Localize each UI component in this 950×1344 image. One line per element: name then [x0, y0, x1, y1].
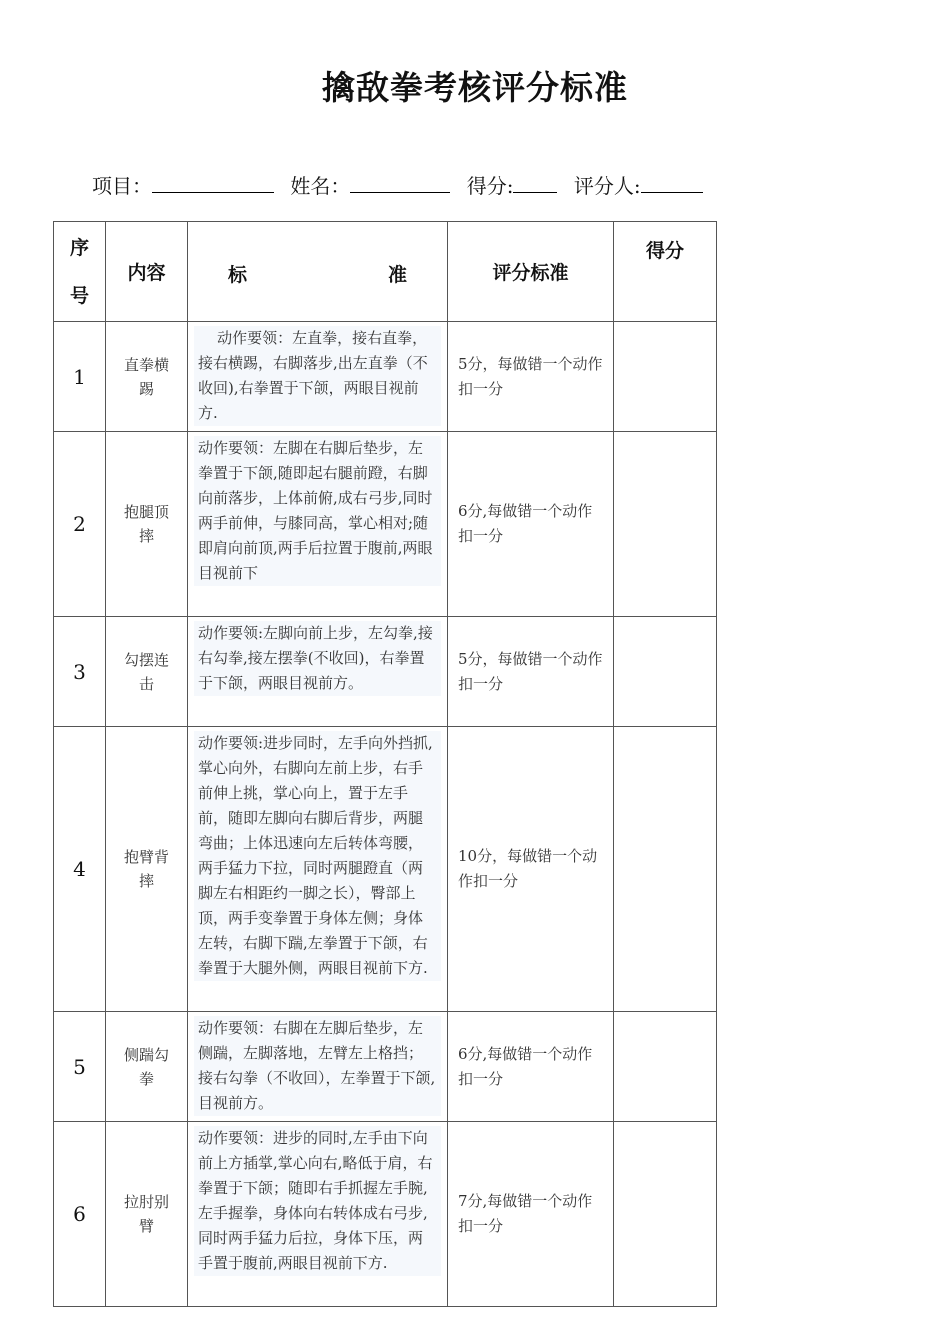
- table-row: [54, 727, 717, 1012]
- score-label: 得分:: [466, 174, 514, 198]
- row-score-cell[interactable]: [614, 432, 717, 617]
- row-number: 6: [54, 1122, 106, 1307]
- header-seq-bottom: 号: [69, 284, 89, 307]
- row-standard-text: 动作要领:进步同时，左手向外挡抓,掌心向外，右脚向左前上步，右手前伸上挑，掌心向上，置于左手前，随即左脚向右脚后背步，两腿弯曲；上体迅速向左后转体弯腰，两手猛力下拉，同时两腿蹬直（两脚左右相距约一脚之长），臀部上顶，两手变拳置于身体左侧；身体左转，右脚下踹,左拳置于下颌，右拳置于大腿外侧，两眼目视前下方.: [194, 731, 441, 981]
- table-row: [54, 322, 717, 432]
- table-row: [54, 1122, 717, 1307]
- row-standard: [188, 322, 448, 432]
- header-criteria: 评分标准: [448, 222, 614, 322]
- row-criteria: 10分，每做错一个动作扣一分: [448, 727, 614, 1012]
- header-standard-right: 准: [387, 264, 407, 286]
- name-label: 姓名：: [290, 174, 351, 198]
- row-standard-text: 动作要领:左脚向前上步，左勾拳,接右勾拳,接左摆拳(不收回)，右拳置于下颌，两眼目视前方。: [194, 621, 441, 696]
- row-criteria: 7分,每做错一个动作扣一分: [448, 1122, 614, 1307]
- name-blank[interactable]: [350, 172, 450, 193]
- row-standard: [188, 1122, 448, 1307]
- score-blank[interactable]: [513, 172, 557, 193]
- row-score-cell[interactable]: [614, 322, 717, 432]
- row-name: 抱臂背摔: [106, 727, 188, 1012]
- grader-label: 评分人:: [573, 174, 641, 198]
- table-row: [54, 1012, 717, 1122]
- row-score-cell[interactable]: [614, 1012, 717, 1122]
- row-number: 4: [54, 727, 106, 1012]
- row-criteria: 5分，每做错一个动作扣一分: [448, 617, 614, 727]
- row-standard: [188, 432, 448, 617]
- row-standard-text: 动作要领：左直拳，接右直拳，接右横踢，右脚落步,出左直拳（不收回),右拳置于下颌，两眼目视前方.: [194, 326, 441, 426]
- row-score-cell[interactable]: [614, 1122, 717, 1307]
- row-name: 拉肘别臂: [106, 1122, 188, 1307]
- score-table: [53, 221, 717, 1307]
- grader-blank[interactable]: [641, 172, 703, 193]
- row-standard-text: 动作要领：右脚在左脚后垫步，左侧踹，左脚落地，左臂左上格挡；接右勾拳（不收回），左拳置于下颌,目视前方。: [194, 1016, 441, 1116]
- row-name: 直拳横踢: [106, 322, 188, 432]
- row-standard-text: 动作要领：左脚在右脚后垫步，左拳置于下颌,随即起右腿前蹬，右脚向前落步，上体前俯,成右弓步,同时两手前伸，与膝同高，掌心相对;随即肩向前顶,两手后拉置于腹前,两眼目视前下: [194, 436, 441, 586]
- table-row: [54, 617, 717, 727]
- row-criteria: 5分，每做错一个动作扣一分: [448, 322, 614, 432]
- row-criteria: 6分,每做错一个动作扣一分: [448, 432, 614, 617]
- row-name: 勾摆连击: [106, 617, 188, 727]
- header-seq: [54, 222, 106, 322]
- row-criteria: 6分,每做错一个动作扣一分: [448, 1012, 614, 1122]
- row-number: 5: [54, 1012, 106, 1122]
- info-line: [92, 170, 703, 199]
- row-name: 侧踹勾拳: [106, 1012, 188, 1122]
- table-row: [54, 432, 717, 617]
- row-name: 抱腿顶摔: [106, 432, 188, 617]
- page-title: 擒敌拳考核评分标准: [322, 68, 628, 107]
- row-number: 3: [54, 617, 106, 727]
- row-standard: [188, 1012, 448, 1122]
- row-score-cell[interactable]: [614, 617, 717, 727]
- project-blank[interactable]: [152, 172, 274, 193]
- row-number: 1: [54, 322, 106, 432]
- header-content: 内容: [106, 222, 188, 322]
- header-standard-left: 标: [228, 264, 248, 286]
- row-standard: [188, 727, 448, 1012]
- header-seq-top: 序: [69, 236, 89, 259]
- row-number: 2: [54, 432, 106, 617]
- project-label: 项目：: [92, 174, 152, 198]
- header-score: 得分: [614, 222, 717, 322]
- header-row: [54, 222, 717, 322]
- row-score-cell[interactable]: [614, 727, 717, 1012]
- row-standard-text: 动作要领：进步的同时,左手由下向前上方插掌,掌心向右,略低于肩，右拳置于下颌；随即右手抓握左手腕,左手握拳，身体向右转体成右弓步,同时两手猛力后拉，身体下压，两手置于腹前,两眼目视前下方.: [194, 1126, 441, 1276]
- header-standard: [188, 222, 448, 322]
- row-standard: [188, 617, 448, 727]
